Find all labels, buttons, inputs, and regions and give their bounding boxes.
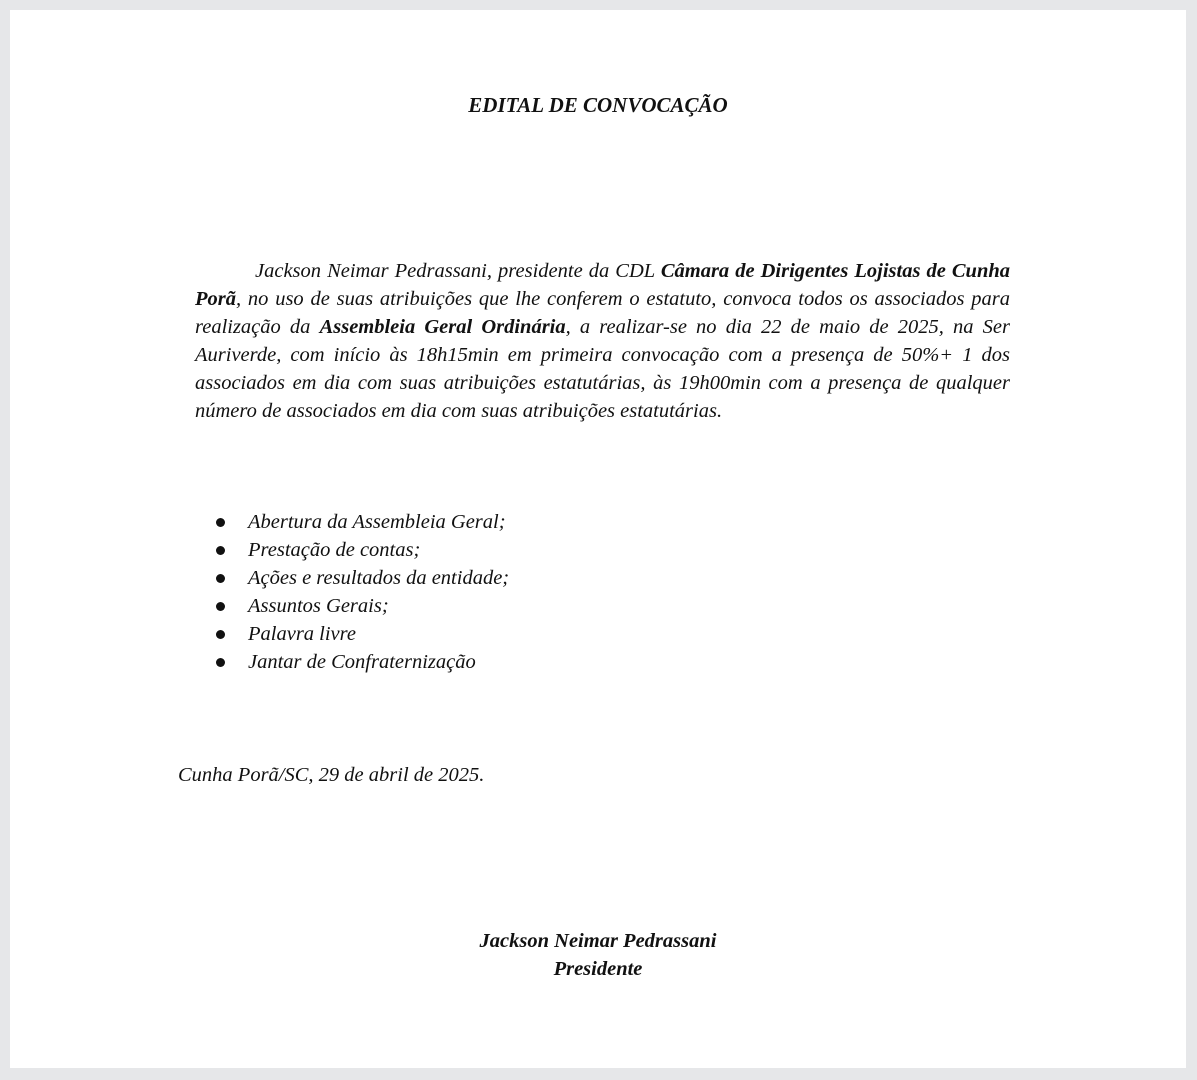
bullet-icon — [216, 518, 225, 527]
paragraph-text-1: Jackson Neimar Pedrassani, presidente da CDL — [255, 260, 661, 282]
paragraph-text-3: , a realizar-se no dia 22 de maio de 2025, na Ser Auriverde, com início às 18h15min em primeira convocação com a presença de 50%+ 1 dos associados em dia com suas atribuições estatutárias, às 19h00min com a presença de qualquer número de associados em dia com suas atribuições estatutárias. — [195, 316, 1010, 422]
agenda-item-label: Ações e resultados da entidade; — [248, 567, 510, 589]
agenda-item-label: Assuntos Gerais; — [248, 595, 389, 617]
document-title: EDITAL DE CONVOCAÇÃO — [468, 93, 728, 117]
organization-name: Câmara de Dirigentes Lojistas de Cunha Porã — [195, 260, 1010, 310]
document-page — [10, 10, 1186, 1068]
bullet-icon — [216, 602, 225, 611]
list-item — [210, 648, 509, 676]
convocation-paragraph — [195, 257, 1010, 425]
bullet-icon — [216, 630, 225, 639]
signatory-name: Jackson Neimar Pedrassani — [479, 930, 717, 952]
list-item — [210, 620, 509, 648]
assembly-name: Assembleia Geral Ordinária — [319, 316, 566, 338]
date-line: Cunha Porã/SC, 29 de abril de 2025. — [178, 764, 485, 786]
agenda-item-label: Jantar de Confraternização — [248, 651, 476, 673]
list-item — [210, 536, 509, 564]
agenda-item-label: Abertura da Assembleia Geral; — [248, 511, 506, 533]
paragraph-text-2: , no uso de suas atribuições que lhe conferem o estatuto, convoca todos os associados para realização da — [195, 288, 1010, 338]
list-item — [210, 592, 509, 620]
agenda-list — [210, 508, 509, 676]
signatory-role: Presidente — [553, 958, 643, 980]
agenda-item-label: Palavra livre — [248, 623, 356, 645]
bullet-icon — [216, 546, 225, 555]
signature-block — [10, 927, 1186, 983]
bullet-icon — [216, 574, 225, 583]
bullet-icon — [216, 658, 225, 667]
list-item — [210, 564, 509, 592]
agenda-item-label: Prestação de contas; — [248, 539, 421, 561]
list-item — [210, 508, 509, 536]
